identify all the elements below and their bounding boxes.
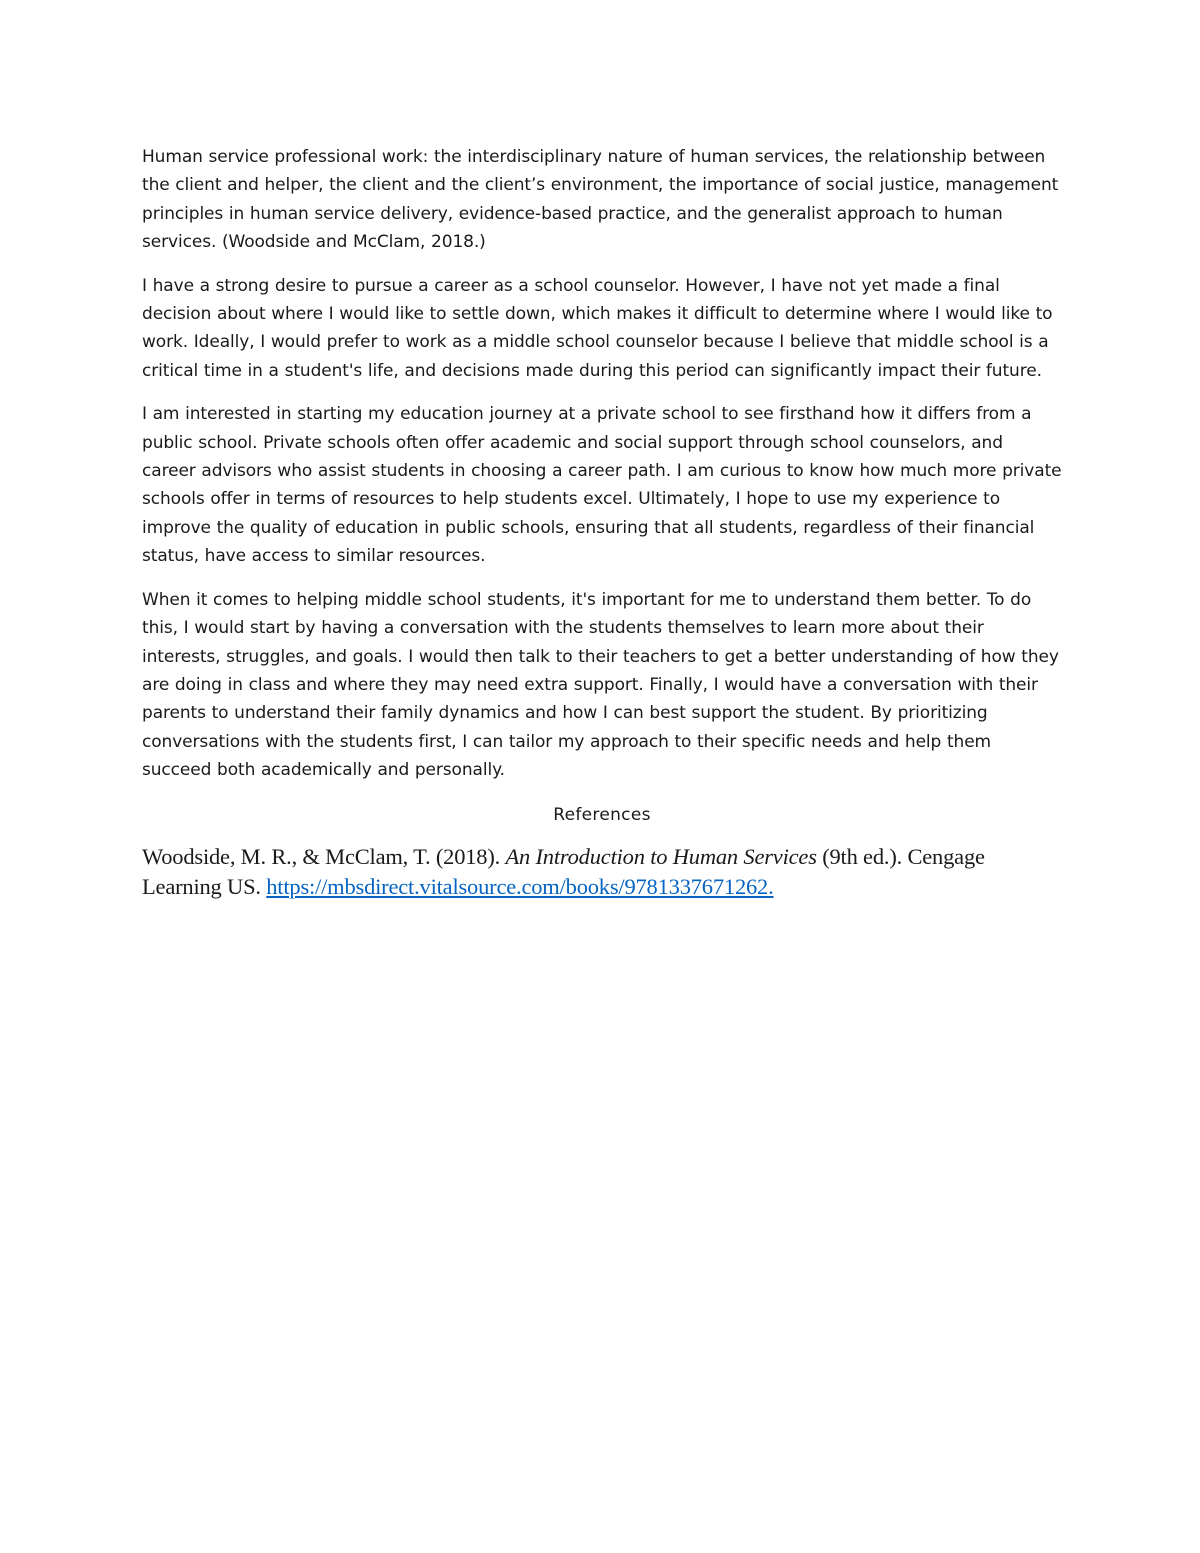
reference-link[interactable]: https://mbsdirect.vitalsource.com/books/9781337671262. xyxy=(266,874,774,900)
references-heading: References xyxy=(553,804,651,825)
paragraph-private-school: I am interested in starting my education journey at a private school to see firsthand how it differs from a public school. Private schools often offer academic and social support through school counselors, and career advisors who assist students in choosing a career path. I am curious to know how much more private schools offer in terms of resources to help students excel. Ultimately, I hope to use my experience to improve the quality of education in public schools, ensuring that all students, regardless of their financial status, have access to similar resources. xyxy=(142,404,1062,567)
reference-authors-year: Woodside, M. R., & McClam, T. (2018). xyxy=(142,843,506,869)
paragraph-helping-students: When it comes to helping middle school students, it's important for me to understand them better. To do this, I would start by having a conversation with the students themselves to learn more about their interests, struggles, and goals. I would then talk to their teachers to get a better understanding of how they are doing in class and where they may need extra support. Finally, I would have a conversation with their parents to understand their family dynamics and how I can best support the student. By prioritizing conversations with the students first, I can tailor my approach to their specific needs and help them succeed both academically and personally. xyxy=(142,589,1059,781)
document-body xyxy=(142,143,1062,903)
reference-title: An Introduction to Human Services xyxy=(505,843,817,869)
paragraph-intro: Human service professional work: the interdisciplinary nature of human services, the relationship between the client and helper, the client and the client’s environment, the importance of social justice, management principles in human service delivery, evidence-based practice, and the generalist approach to human services. (Woodside and McClam, 2018.) xyxy=(142,147,1059,253)
reference-entry xyxy=(142,842,1062,903)
reference-edition-publisher: (9th ed.). Cengage Learning US. xyxy=(142,843,985,900)
paragraph-career-goal: I have a strong desire to pursue a career as a school counselor. However, I have not yet made a final decision about where I would like to settle down, which makes it difficult to determine where I would like to work. Ideally, I would prefer to work as a middle school counselor because I believe that middle school is a critical time in a student's life, and decisions made during this period can significantly impact their future. xyxy=(142,275,1053,381)
